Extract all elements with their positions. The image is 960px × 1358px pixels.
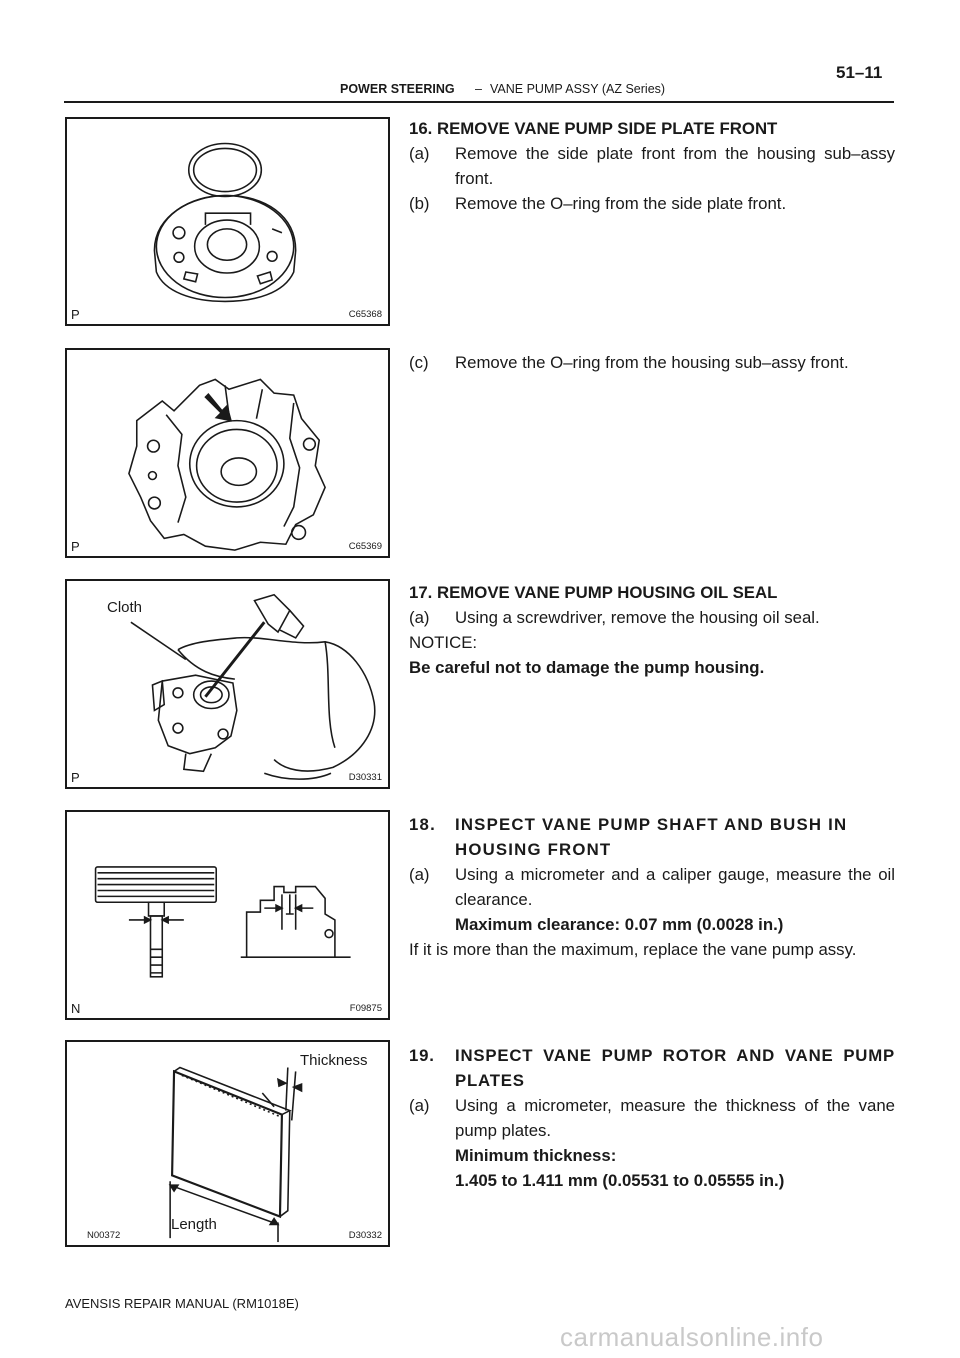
side-plate-illustration <box>67 119 388 324</box>
step-16a <box>409 141 895 191</box>
step-17a-text: Using a screwdriver, remove the housing oil seal. <box>455 608 820 627</box>
step-17a <box>409 605 895 630</box>
figure-housing-front <box>65 348 390 558</box>
step-19-title <box>409 1043 895 1093</box>
notice-text: Be careful not to damage the pump housing. <box>409 658 765 677</box>
figure-shaft-bush-inspection <box>65 810 390 1020</box>
step-16b-num: (b) <box>409 194 430 213</box>
notice-label: NOTICE: <box>409 633 478 652</box>
step-16b <box>409 191 895 216</box>
step-19-spec-label: Minimum thickness: <box>455 1146 617 1165</box>
step-16b-text: Remove the O–ring from the side plate front. <box>455 194 787 213</box>
step-16a-text: Remove the side plate front from the housing sub–assy front. <box>455 144 895 188</box>
figure-3-letter: P <box>71 770 80 785</box>
shaft-bush-illustration <box>67 812 388 1018</box>
step-18a-num: (a) <box>409 865 430 884</box>
figure-4-code: F09875 <box>349 1003 382 1014</box>
figure-2-letter: P <box>71 539 80 554</box>
header-section-title: POWER STEERING <box>340 82 455 96</box>
step-18-num: 18. <box>409 815 436 834</box>
figure-vane-plate-inspection <box>65 1040 390 1247</box>
step-19a-text: Using a micrometer, measure the thickness of the vane pump plates. <box>455 1096 895 1140</box>
figure-2-code: C65369 <box>348 541 382 552</box>
figure-4-letter: N <box>71 1001 81 1016</box>
figure-side-plate <box>65 117 390 326</box>
step-16a-num: (a) <box>409 144 430 163</box>
step-16c-text: Remove the O–ring from the housing sub–assy front. <box>455 353 849 372</box>
label-cloth: Cloth <box>107 599 143 616</box>
step-16c <box>409 350 895 375</box>
header-subsection-title: VANE PUMP ASSY (AZ Series) <box>490 82 666 96</box>
figure-1-letter: P <box>71 307 80 322</box>
step-16c-num: (c) <box>409 353 429 372</box>
step-17-title: 17. REMOVE VANE PUMP HOUSING OIL SEAL <box>409 583 778 602</box>
step-18-title <box>409 812 895 862</box>
step-18-title-text: INSPECT VANE PUMP SHAFT AND BUSH IN HOUSING FRONT <box>455 815 848 859</box>
step-19-spec-value: 1.405 to 1.411 mm (0.05531 to 0.05555 in.) <box>455 1171 785 1190</box>
figure-5-code: D30332 <box>348 1230 382 1241</box>
header-rule <box>64 101 894 103</box>
label-length: Length <box>171 1216 217 1233</box>
step-16-title: 16. REMOVE VANE PUMP SIDE PLATE FRONT <box>409 119 778 138</box>
step-19a-num: (a) <box>409 1096 430 1115</box>
step-18-spec: Maximum clearance: 0.07 mm (0.0028 in.) <box>455 915 784 934</box>
header-separator: – <box>475 82 482 96</box>
figure-1-code: C65368 <box>348 309 382 320</box>
page-number: 51–11 <box>836 63 883 82</box>
figure-oil-seal-removal <box>65 579 390 789</box>
step-19a <box>409 1093 895 1143</box>
figure-5-secondary-code: N00372 <box>87 1230 121 1241</box>
watermark: carmanualsonline.info <box>560 1322 824 1352</box>
step-18-note: If it is more than the maximum, replace the vane pump assy. <box>409 940 857 959</box>
step-19-num: 19. <box>409 1046 435 1065</box>
housing-front-illustration <box>67 350 388 556</box>
step-17a-num: (a) <box>409 608 430 627</box>
label-thickness: Thickness <box>300 1052 368 1069</box>
step-18a <box>409 862 895 912</box>
step-18a-text: Using a micrometer and a caliper gauge, measure the oil clearance. <box>455 865 895 909</box>
step-19-title-text: INSPECT VANE PUMP ROTOR AND VANE PUMP PLATES <box>455 1046 895 1090</box>
vane-plate-illustration <box>67 1042 388 1245</box>
figure-3-code: D30331 <box>348 772 382 783</box>
footer-manual-title: AVENSIS REPAIR MANUAL (RM1018E) <box>65 1296 299 1311</box>
